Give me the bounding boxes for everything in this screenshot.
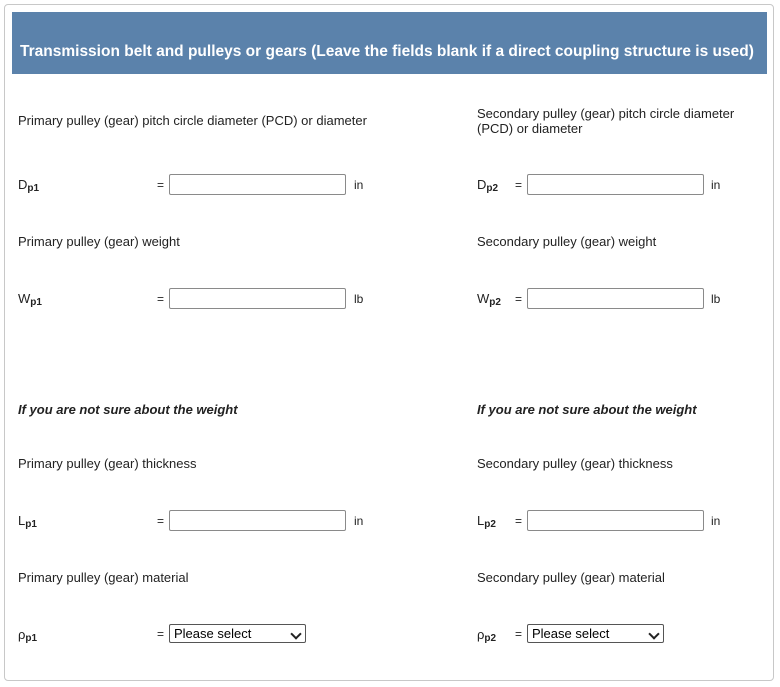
secondary-material-select[interactable] bbox=[527, 624, 664, 643]
primary-d-symbol: $D_{p1}$ bbox=[18, 177, 40, 194]
secondary-rho-symbol: $\rho_{p2}$ bbox=[477, 627, 497, 644]
primary-rho-equals: = bbox=[157, 627, 165, 641]
secondary-pcd-input[interactable] bbox=[527, 174, 704, 195]
primary-d-unit: in bbox=[354, 178, 364, 192]
chevron-down-icon bbox=[290, 628, 301, 639]
secondary-d-symbol: $D_{p2}$ bbox=[477, 177, 499, 194]
secondary-unsure-note: If you are not sure about the weight bbox=[477, 402, 697, 417]
secondary-w-equals: = bbox=[515, 292, 523, 306]
primary-thickness-input[interactable] bbox=[169, 510, 346, 531]
secondary-weight-input[interactable] bbox=[527, 288, 704, 309]
primary-pcd-input[interactable] bbox=[169, 174, 346, 195]
primary-w-symbol: $W_{p1}$ bbox=[18, 291, 42, 308]
primary-thickness-label: Primary pulley (gear) thickness bbox=[18, 456, 197, 471]
secondary-rho-equals: = bbox=[515, 627, 523, 641]
secondary-material-label: Secondary pulley (gear) material bbox=[477, 570, 665, 585]
primary-pcd-label: Primary pulley (gear) pitch circle diameter (PCD) or diameter bbox=[18, 113, 367, 128]
secondary-material-selected: Please select bbox=[532, 626, 610, 641]
secondary-l-symbol: $L_{p2}$ bbox=[477, 513, 496, 530]
secondary-thickness-input[interactable] bbox=[527, 510, 704, 531]
primary-w-unit: lb bbox=[354, 292, 364, 306]
section-title: Transmission belt and pulleys or gears (Leave the fields blank if a direct coupling structure is used) bbox=[20, 43, 754, 60]
primary-l-unit: in bbox=[354, 514, 364, 528]
secondary-weight-label: Secondary pulley (gear) weight bbox=[477, 234, 657, 249]
primary-l-equals: = bbox=[157, 514, 165, 528]
primary-weight-input[interactable] bbox=[169, 288, 346, 309]
secondary-l-unit: in bbox=[711, 514, 721, 528]
primary-rho-symbol: $\rho_{p1}$ bbox=[18, 627, 38, 644]
secondary-d-unit: in bbox=[711, 178, 721, 192]
primary-d-equals: = bbox=[157, 178, 165, 192]
primary-unsure-note: If you are not sure about the weight bbox=[18, 402, 238, 417]
primary-w-equals: = bbox=[157, 292, 165, 306]
secondary-thickness-label: Secondary pulley (gear) thickness bbox=[477, 456, 673, 471]
primary-material-selected: Please select bbox=[174, 626, 252, 641]
primary-l-symbol: $L_{p1}$ bbox=[18, 513, 37, 530]
secondary-w-unit: lb bbox=[711, 292, 721, 306]
primary-material-select[interactable] bbox=[169, 624, 306, 643]
chevron-down-icon bbox=[648, 628, 659, 639]
secondary-d-equals: = bbox=[515, 178, 523, 192]
secondary-l-equals: = bbox=[515, 514, 523, 528]
secondary-w-symbol: $W_{p2}$ bbox=[477, 291, 501, 308]
secondary-pcd-label: Secondary pulley (gear) pitch circle diameter (PCD) or diameter bbox=[477, 106, 735, 136]
primary-weight-label: Primary pulley (gear) weight bbox=[18, 234, 180, 249]
primary-material-label: Primary pulley (gear) material bbox=[18, 570, 189, 585]
section-header bbox=[12, 12, 767, 74]
